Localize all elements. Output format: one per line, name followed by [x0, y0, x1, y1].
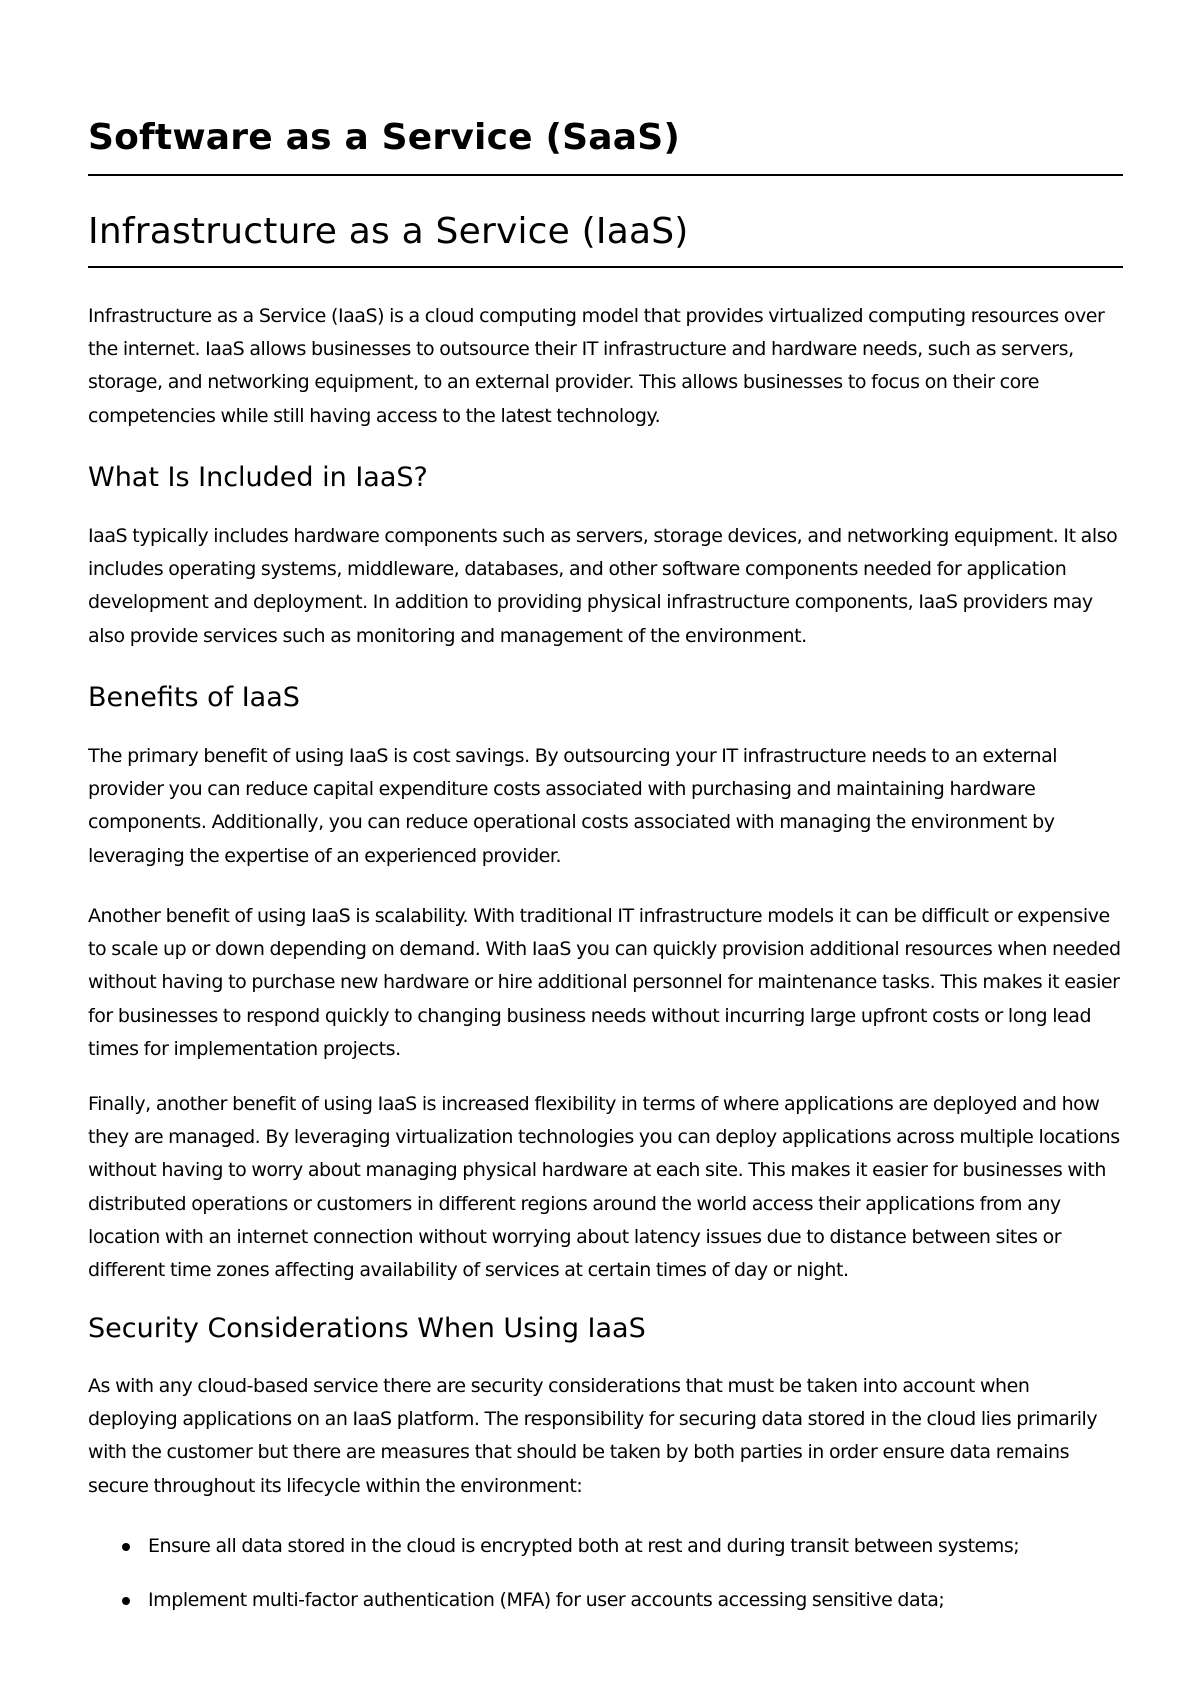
- benefits-heading: Benefits of IaaS: [88, 682, 300, 713]
- list-item-text: Ensure all data stored in the cloud is encrypted both at rest and during transit between systems;: [148, 1535, 1020, 1557]
- list-item-text: Implement multi-factor authentication (MFA) for user accounts accessing sensitive data;: [148, 1589, 945, 1611]
- security-paragraph: As with any cloud-based service there are security considerations that must be taken into account when deploying applications on an IaaS platform. The responsibility for securing data stored in the cloud lies primarily with the customer but there are measures that should be taken by both parties in order ensure data remains secure throughout its lifecycle within the environment:: [88, 1375, 1098, 1497]
- benefit-paragraph-cost: The primary benefit of using IaaS is cost savings. By outsourcing your IT infrastructure needs to an external provider you can reduce capital expenditure costs associated with purchasing and maintaining hardware components. Additionally, you can reduce operational costs associated with managing the environment by leveraging the expertise of an experienced provider.: [88, 745, 1058, 867]
- title-divider: [88, 174, 1123, 176]
- benefit-paragraph-flexibility: Finally, another benefit of using IaaS is increased flexibility in terms of where applications are deployed and how they are managed. By leveraging virtualization technologies you can deploy applications across multiple locations without having to worry about managing physical hardware at each site. This makes it easier for businesses with distributed operations or customers in different regions around the world access their applications from any location with an internet connection without worrying about latency issues due to distance between sites or different time zones affecting availability of services at certain times of day or night.: [88, 1093, 1120, 1282]
- included-heading: What Is Included in IaaS?: [88, 462, 428, 493]
- intro-paragraph: Infrastructure as a Service (IaaS) is a cloud computing model that provides virtualized computing resources over the internet. IaaS allows businesses to outsource their IT infrastructure and hardware needs, such as servers, storage, and networking equipment, to an external provider. This allows businesses to focus on their core competencies while still having access to the latest technology.: [88, 305, 1105, 427]
- list-item: [88, 1530, 1123, 1563]
- bullet-dot-icon: [122, 1543, 130, 1551]
- bullet-dot-icon: [122, 1597, 130, 1605]
- section-divider: [88, 266, 1123, 268]
- security-heading: Security Considerations When Using IaaS: [88, 1313, 646, 1344]
- benefit-paragraph-scalability: Another benefit of using IaaS is scalability. With traditional IT infrastructure models it can be difficult or expensive to scale up or down depending on demand. With IaaS you can quickly provision additional resources when needed without having to purchase new hardware or hire additional personnel for maintenance tasks. This makes it easier for businesses to respond quickly to changing business needs without incurring large upfront costs or long lead times for implementation projects.: [88, 905, 1121, 1060]
- document-title: Software as a Service (SaaS): [88, 117, 681, 158]
- section-title: Infrastructure as a Service (IaaS): [88, 211, 689, 252]
- list-item: [88, 1584, 1123, 1617]
- security-bullet-list: [88, 1530, 1123, 1617]
- included-paragraph: IaaS typically includes hardware components such as servers, storage devices, and networking equipment. It also includes operating systems, middleware, databases, and other software components needed for application development and deployment. In addition to providing physical infrastructure components, IaaS providers may also provide services such as monitoring and management of the environment.: [88, 525, 1118, 647]
